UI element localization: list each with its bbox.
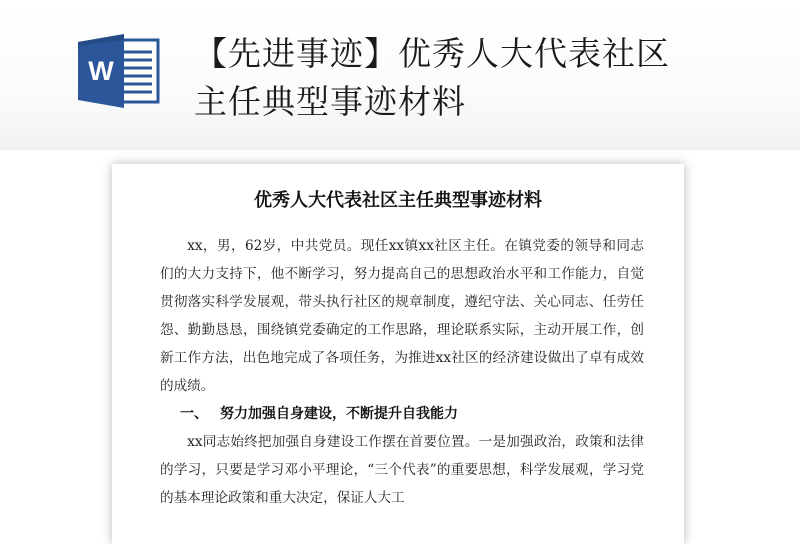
page-heading bbox=[194, 30, 774, 126]
paragraph-self-development: xx同志始终把加强自身建设工作摆在首要位置。一是加强政治，政策和法律的学习，只要是学习邓小平理论，“三个代表”的重要思想，科学发展观，学习党的基本理论政策和重大决定，保证人大工 bbox=[160, 434, 644, 506]
section-number: 一、 bbox=[180, 406, 208, 422]
word-icon-letter: W bbox=[88, 56, 114, 86]
heading-line-2: 主任典型事迹材料 bbox=[194, 82, 466, 121]
section-title: 努力加强自身建设，不断提升自我能力 bbox=[220, 406, 458, 422]
word-document-icon bbox=[78, 34, 164, 108]
document-body bbox=[160, 232, 644, 512]
heading-line-1: 【先进事迹】优秀人大代表社区 bbox=[194, 34, 670, 73]
section-heading-1 bbox=[160, 400, 644, 428]
paragraph-intro: xx，男，62岁，中共党员。现任xx镇xx社区主任。在镇党委的领导和同志们的大力支持下，他不断学习，努力提高自己的思想政治水平和工作能力，自觉贯彻落实科学发展观，带头执行社区的规章制度，遵纪守法、关心同志、任劳任怨、勤勤恳恳，围绕镇党委确定的工作思路，理论联系实际，主动开展工作，创新工作方法，出色地完成了各项任务，为推进xx社区的经济建设做出了卓有成效的成绩。 bbox=[160, 238, 644, 394]
document-title: 优秀人大代表社区主任典型事迹材料 bbox=[254, 190, 542, 211]
